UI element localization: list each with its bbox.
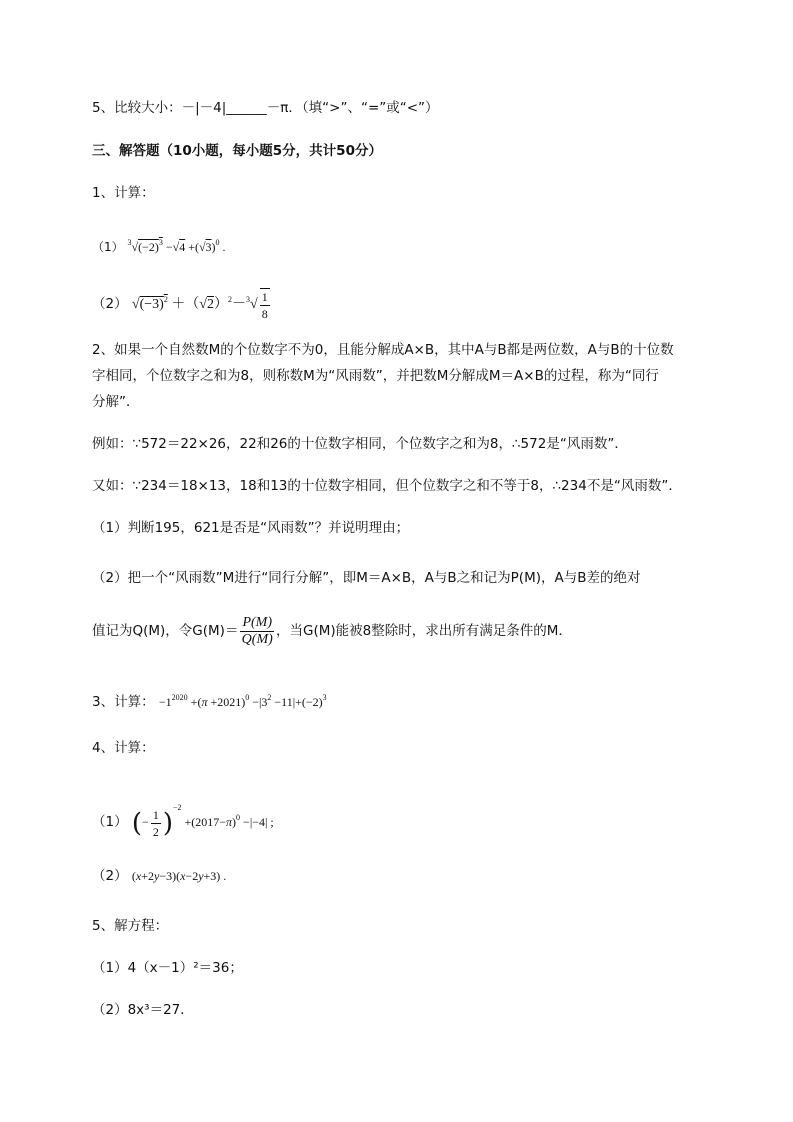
problem-1-title: 1、计算：	[92, 185, 155, 201]
math-expression: $-1^{2020} +(\pi +2021)^0 -|3^2 -11|+(-2)^3$	[158, 693, 327, 709]
problem-2-line-1: 2、如果一个自然数M的个位数字不为0，且能分解成A×B，其中A与B都是两位数，A与B的十位数	[92, 342, 674, 358]
part-label: （1）	[92, 240, 124, 254]
problem-2-line-2: 字相同，个位数字之和为8，则称数M为“风雨数”，并把数M分解成M＝A×B的过程，称为“同行	[92, 368, 659, 384]
problem-3	[92, 688, 327, 712]
fraction-denominator: Q(M)	[241, 631, 273, 647]
part-label: （1）	[92, 814, 128, 830]
part-label: （2）	[92, 868, 128, 884]
problem-2-example-1: 例如：∵572＝22×26，22和26的十位数字相同，个位数字之和为8，∴572是“风雨数”．	[92, 436, 628, 452]
fraction-numerator: P(M)	[242, 614, 272, 630]
text-segment: ，当G(M)能被8整除时，求出所有满足条件的M．	[276, 623, 572, 639]
problem-1-part-2	[92, 288, 272, 322]
problem-title: 3、计算：	[92, 694, 155, 710]
math-expression: (x+2y−3)(x−2y+3) .	[131, 869, 227, 883]
problem-4-part-2	[92, 866, 226, 886]
problem-5-part-2: （2）8x³＝27．	[92, 1002, 194, 1018]
problem-5-part-1: （1）4（x－1）²＝36；	[92, 960, 243, 976]
problem-1-part-1	[92, 233, 226, 257]
problem-2-part-2-line-2	[92, 613, 572, 649]
math-expression: $√(-3)^2 +(√2)^2-^3√$ $\frac{1}{8}$	[131, 290, 268, 321]
problem-2-line-3: 分解”．	[92, 394, 140, 410]
problem-2-part-2-line-1: （2）把一个“风雨数”M进行“同行分解”，即M＝A×B，A与B之和记为P(M)，A与B差的绝对	[92, 570, 641, 586]
problem-4-part-1	[92, 788, 274, 843]
problem-2-example-2: 又如：∵234＝18×13，18和13的十位数字相同，但个位数字之和不等于8，∴234不是“风雨数”．	[92, 478, 682, 494]
text-segment: 值记为Q(M)，令G(M)＝	[92, 623, 239, 639]
section-three-heading: 三、解答题（10小题，每小题5分，共计50分）	[92, 143, 382, 159]
problem-5-title: 5、解方程：	[92, 918, 169, 934]
math-expression: (− $\frac{1}{2}$ )$^{-2} +(2017-\pi)^0 -|-4|$ ;	[131, 803, 274, 839]
math-expression: $^3√(-2)^3 -√4 +(√3)^0$ .	[127, 238, 226, 254]
problem-4-title: 4、计算：	[92, 740, 155, 756]
problem-2-part-1: （1）判断195，621是否是“风雨数”？并说明理由；	[92, 520, 410, 536]
question-5-fill-blank: 5、比较大小：－|－4|______－π．（填“>”、“=”或“<”）	[92, 100, 439, 116]
fraction-p-over-q	[240, 615, 274, 648]
part-label: （2）	[92, 296, 128, 313]
